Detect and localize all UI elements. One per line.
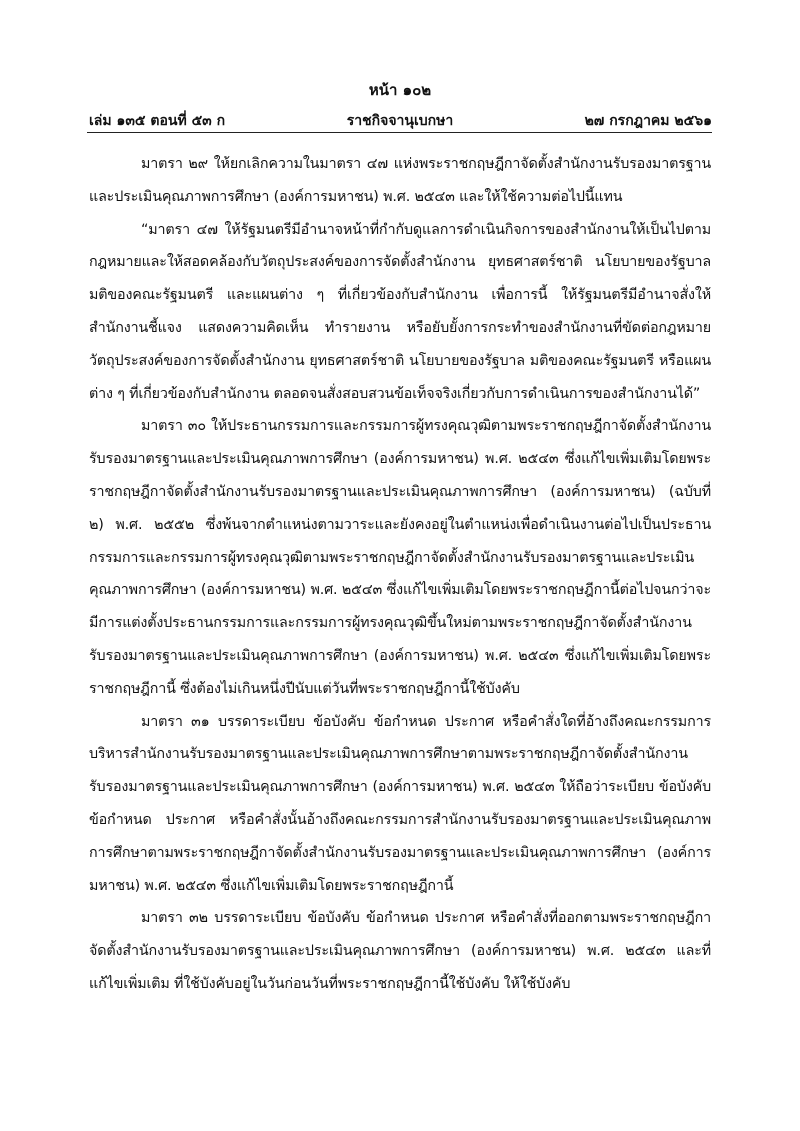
publication-date: ๒๗ กรกฎาคม ๒๕๖๑ xyxy=(584,113,712,129)
header-divider xyxy=(87,132,712,133)
section-31-paragraph: มาตรา ๓๑ บรรดาระเบียบ ข้อบังคับ ข้อกำหนด ประกาศ หรือคำสั่งใดที่อ้างถึงคณะกรรมการบริหารสำนักงานรับรองมาตรฐานและประเมินคุณภาพการศึกษาตามพระราชกฤษฎีกาจัดตั้งสำนักงานรับรองมาตรฐานและประเมินคุณภาพการศึกษา (องค์การมหาชน) พ.ศ. ๒๕๔๓ ให้ถือว่าระเบียบ ข้อบังคับ ข้อกำหนด ประกาศ หรือคำสั่งนั้นอ้างถึงคณะกรรมการสำนักงานรับรองมาตรฐานและประเมินคุณภาพการศึกษาตามพระราชกฤษฎีกาจัดตั้งสำนักงานรับรองมาตรฐานและประเมินคุณภาพการศึกษา (องค์การมหาชน) พ.ศ. ๒๕๔๓ ซึ่งแก้ไขเพิ่มเติมโดยพระราชกฤษฎีกานี้ xyxy=(89,713,711,894)
page-header xyxy=(0,0,800,140)
section-32-paragraph: มาตรา ๓๒ บรรดาระเบียบ ข้อบังคับ ข้อกำหนด ประกาศ หรือคำสั่งที่ออกตามพระราชกฤษฎีกาจัดตั้งสำนักงานรับรองมาตรฐานและประเมินคุณภาพการศึกษา (องค์การมหาชน) พ.ศ. ๒๕๔๓ และที่แก้ไขเพิ่มเติม ที่ใช้บังคับอยู่ในวันก่อนวันที่พระราชกฤษฎีกานี้ใช้บังคับ ให้ใช้บังคับ xyxy=(89,910,711,992)
section-29-paragraph: มาตรา ๒๙ ให้ยกเลิกความในมาตรา ๔๗ แห่งพระราชกฤษฎีกาจัดตั้งสำนักงานรับรองมาตรฐานและประเมินคุณภาพการศึกษา (องค์การมหาชน) พ.ศ. ๒๕๔๓ และให้ใช้ความต่อไปนี้แทน xyxy=(89,156,711,205)
page-number: หน้า ๑๐๒ xyxy=(368,81,432,99)
document-body xyxy=(89,148,711,1001)
section-47-quoted-paragraph: “มาตรา ๔๗ ให้รัฐมนตรีมีอำนาจหน้าที่กำกับดูแลการดำเนินกิจการของสำนักงานให้เป็นไปตามกฎหมายและให้สอดคล้องกับวัตถุประสงค์ของการจัดตั้งสำนักงาน ยุทธศาสตร์ชาติ นโยบายของรัฐบาล มติของคณะรัฐมนตรี และแผนต่าง ๆ ที่เกี่ยวข้องกับสำนักงาน เพื่อการนี้ ให้รัฐมนตรีมีอำนาจสั่งให้สำนักงานชี้แจง แสดงความคิดเห็น ทำรายงาน หรือยับยั้งการกระทำของสำนักงานที่ขัดต่อกฎหมาย วัตถุประสงค์ของการจัดตั้งสำนักงาน ยุทธศาสตร์ชาติ นโยบายของรัฐบาล มติของคณะรัฐมนตรี หรือแผนต่าง ๆ ที่เกี่ยวข้องกับสำนักงาน ตลอดจนสั่งสอบสวนข้อเท็จจริงเกี่ยวกับการดำเนินการของสำนักงานได้” xyxy=(89,221,711,402)
section-30-paragraph: มาตรา ๓๐ ให้ประธานกรรมการและกรรมการผู้ทรงคุณวุฒิตามพระราชกฤษฎีกาจัดตั้งสำนักงานรับรองมาตรฐานและประเมินคุณภาพการศึกษา (องค์การมหาชน) พ.ศ. ๒๕๔๓ ซึ่งแก้ไขเพิ่มเติมโดยพระราชกฤษฎีกาจัดตั้งสำนักงานรับรองมาตรฐานและประเมินคุณภาพการศึกษา (องค์การมหาชน) (ฉบับที่ ๒) พ.ศ. ๒๕๕๒ ซึ่งพ้นจากตำแหน่งตามวาระและยังคงอยู่ในตำแหน่งเพื่อดำเนินงานต่อไปเป็นประธานกรรมการและกรรมการผู้ทรงคุณวุฒิตามพระราชกฤษฎีกาจัดตั้งสำนักงานรับรองมาตรฐานและประเมินคุณภาพการศึกษา (องค์การมหาชน) พ.ศ. ๒๕๔๓ ซึ่งแก้ไขเพิ่มเติมโดยพระราชกฤษฎีกานี้ต่อไปจนกว่าจะมีการแต่งตั้งประธานกรรมการและกรรมการผู้ทรงคุณวุฒิขึ้นใหม่ตามพระราชกฤษฎีกาจัดตั้งสำนักงานรับรองมาตรฐานและประเมินคุณภาพการศึกษา (องค์การมหาชน) พ.ศ. ๒๕๔๓ ซึ่งแก้ไขเพิ่มเติมโดยพระราชกฤษฎีกานี้ ซึ่งต้องไม่เกินหนึ่งปีนับแต่วันที่พระราชกฤษฎีกานี้ใช้บังคับ xyxy=(89,418,711,697)
volume-issue: เล่ม ๑๓๕ ตอนที่ ๕๓ ก xyxy=(89,113,226,129)
gazette-title: ราชกิจจานุเบกษา xyxy=(346,113,454,129)
